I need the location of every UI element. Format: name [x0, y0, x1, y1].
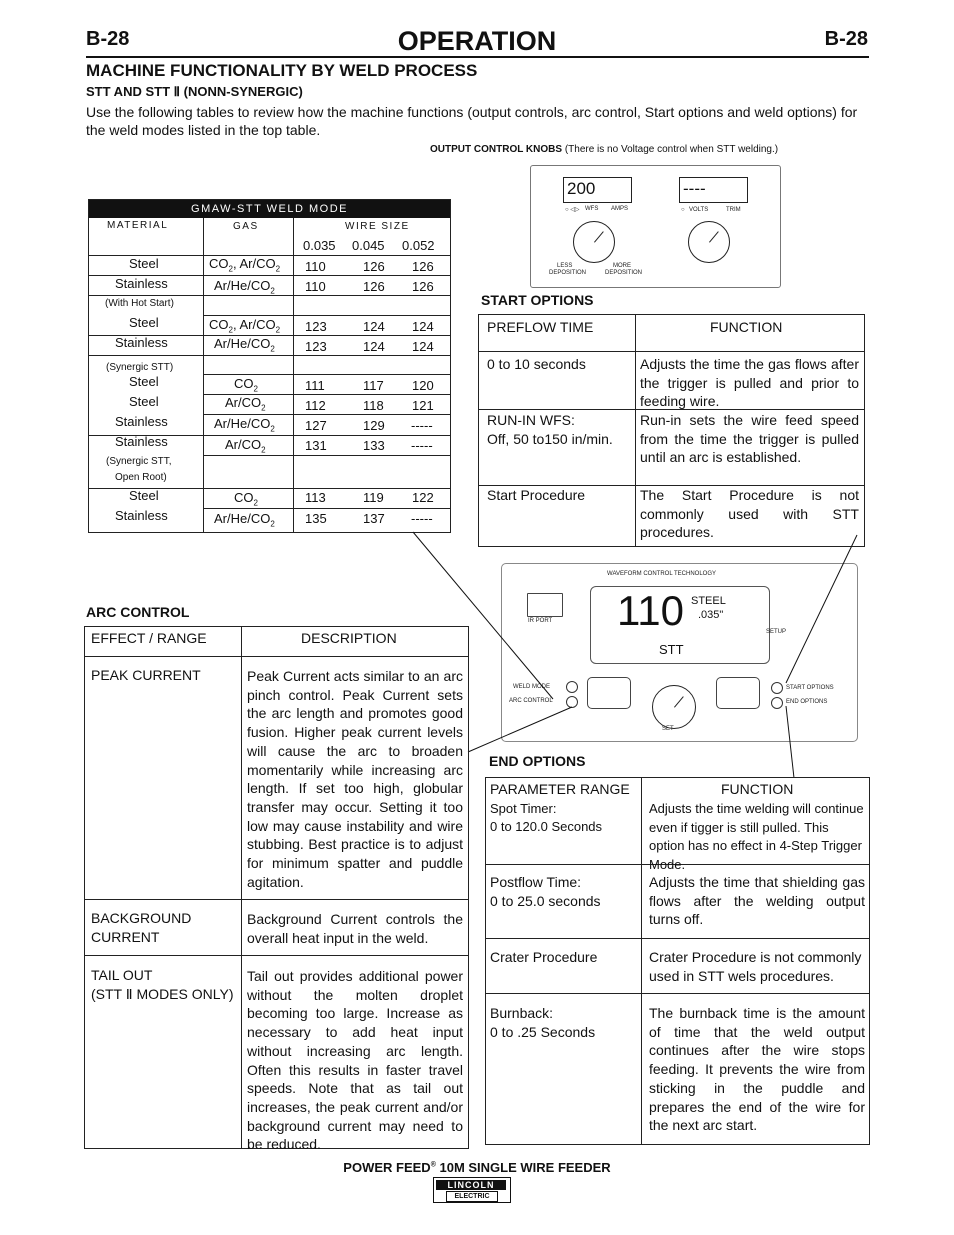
value-cell: 110	[305, 259, 326, 274]
section-title: MACHINE FUNCTIONALITY BY WELD PROCESS	[86, 61, 478, 80]
material-cell: Steel	[129, 488, 159, 503]
end-r3-right: Crater Procedure is not commonly used in STT wels procedures.	[649, 949, 862, 984]
lcd-wire: .035"	[698, 609, 724, 621]
arc-control-label: ARC CONTROL	[86, 604, 190, 620]
arc-control-label: ARC CONTROL	[509, 698, 553, 704]
gas-cell: $Ar/He/CO_2$	[214, 278, 275, 296]
end-r1-right: Adjusts the time welding will continue even if tigger is still pulled. This option has no effect in 4-Step Trigger Mode.	[649, 801, 864, 873]
weld-mode-label: WELD MODE	[513, 684, 551, 690]
subsection-title: STT AND STT Ⅱ (NONN-SYNERGIC)	[86, 84, 303, 99]
amps-label: AMPS	[611, 206, 629, 212]
note-synergic-open-2: Open Root)	[115, 472, 167, 483]
wfs-led-icon: ○ ◁▷	[565, 207, 580, 213]
start-r3-left: Start Procedure	[487, 487, 586, 503]
end-r3-left: Crater Procedure	[490, 949, 598, 965]
gas-cell: $CO_2$, $Ar/CO_2$	[209, 256, 281, 274]
col-gas: GAS	[233, 221, 259, 232]
material-cell: Steel	[129, 394, 159, 409]
arc-r1-right: Peak Current acts similar to an arc pinch control. Peak Current sets the arc length and promotes good fusion. Higher peak current levels will cause the arc to broaden momentarily while increasing arc length. If set too high, globular transfer may occur. Setting it too low may cause instability and wire stubbing. Best practice is to adjust for minimum spatter and puddle agitation.	[247, 668, 463, 890]
value-cell: 133	[363, 438, 385, 453]
note-synergic-open-1: (Synergic STT,	[106, 456, 172, 467]
ir-port-label: IR PORT	[528, 618, 553, 624]
start-r2-left-1: RUN-IN WFS:	[487, 412, 575, 428]
start-r2-right: Run-in sets the wire feed speed from the time the trigger is pulled until an arc is established.	[640, 412, 859, 466]
end-options-table	[485, 777, 870, 1145]
value-cell: 126	[363, 279, 385, 294]
start-options-label: START OPTIONS	[481, 292, 594, 308]
value-cell: 126	[412, 259, 434, 274]
page-code-right: B-28	[824, 28, 868, 50]
setup-label: SETUP	[766, 629, 787, 635]
volts-led-icon: ○	[681, 207, 685, 213]
trim-label: TRIM	[726, 207, 741, 213]
arc-r3-right: Tail out provides additional power without the molten droplet becoming too large. Increase as necessary to add heat input without increasing arc length. Often this results in faster travel speeds. Note that as tail out increases, the peak current and/or background current may need to be reduced.	[247, 968, 463, 1153]
end-r2-right: Adjusts the time that shielding gas flows after the welding output turns off.	[649, 874, 865, 928]
arc-r1-left: PEAK CURRENT	[91, 667, 201, 683]
output-knobs-note: (There is no Voltage control when STT welding.)	[564, 144, 779, 155]
material-cell: Stainless	[115, 335, 168, 350]
volts-trim-display: ----	[679, 177, 748, 203]
value-cell: -----	[411, 438, 433, 453]
arc-r2-left: BACKGROUND CURRENT	[91, 910, 192, 945]
value-cell: 118	[363, 398, 384, 413]
value-cell: 123	[305, 339, 327, 354]
output-knobs-label: OUTPUT CONTROL KNOBS	[430, 144, 563, 155]
gas-cell: $Ar/He/CO_2$	[214, 416, 275, 434]
value-cell: 137	[363, 511, 385, 526]
end-r1-left-1: Spot Timer:	[490, 801, 557, 816]
start-r2-left-2: Off, 50 to150 in/min.	[487, 431, 613, 447]
volts-label: VOLTS	[689, 207, 709, 213]
value-cell: 135	[305, 511, 327, 526]
material-cell: Steel	[129, 374, 159, 389]
arc-r2-right: Background Current controls the overall heat input in the weld.	[247, 911, 463, 946]
end-r1-left-2: 0 to 120.0 Seconds	[490, 819, 603, 834]
start-r1-right: Adjusts the time the gas flows after the trigger is pulled and prior to feeding wire.	[640, 356, 859, 410]
start-col-preflow: PREFLOW TIME	[487, 319, 594, 335]
value-cell: 127	[305, 418, 327, 433]
value-cell: 120	[412, 378, 434, 393]
material-cell: Steel	[129, 256, 159, 271]
value-cell: 121	[412, 398, 434, 413]
wire-size-1: 0.035	[303, 238, 336, 253]
note-synergic: (Synergic STT)	[106, 362, 174, 373]
panel-title: WAVEFORM CONTROL TECHNOLOGY	[607, 571, 717, 577]
lcd-value: 110	[617, 587, 684, 634]
gmaw-table-title: GMAW-STT WELD MODE	[89, 200, 450, 218]
page-code-left: B-28	[86, 28, 130, 50]
value-cell: 124	[363, 319, 385, 334]
end-r2-left-2: 0 to 25.0 seconds	[490, 893, 601, 909]
col-wire-size: WIRE SIZE	[345, 221, 410, 232]
less-label: LESS	[557, 263, 573, 269]
gas-cell: $Ar/CO_2$	[225, 437, 266, 455]
gas-cell: $Ar/He/CO_2$	[214, 336, 275, 354]
value-cell: 117	[363, 378, 384, 393]
arc-r3-left-1: TAIL OUT	[91, 967, 153, 983]
gas-cell: $CO_2$	[234, 490, 258, 508]
end-options-label: END OPTIONS	[489, 753, 586, 769]
value-cell: 131	[305, 438, 327, 453]
value-cell: 113	[305, 490, 326, 505]
arc-r3-left-2: (STT Ⅱ MODES ONLY)	[91, 986, 234, 1002]
end-col-function: FUNCTION	[721, 781, 794, 797]
arc-col-effect: EFFECT / RANGE	[91, 630, 207, 646]
wfs-label: WFS	[585, 206, 599, 212]
material-cell: Stainless	[115, 434, 168, 449]
end-r4-left-1: Burnback:	[490, 1005, 554, 1021]
lcd-material: STEEL	[691, 595, 726, 607]
material-cell: Stainless	[115, 508, 168, 523]
value-cell: 124	[363, 339, 385, 354]
end-r4-right: The burnback time is the amount of time that the weld output continues after the wire stops feeding. It prevents the wire from sticking in the puddle and prepares the end of the wire for the next arc start.	[649, 1005, 865, 1134]
intro-paragraph: Use the following tables to review how the machine functions (output controls, arc control, Start options and weld options) for the weld modes listed in the top table.	[86, 104, 858, 138]
gas-cell: $Ar/CO_2$	[225, 395, 266, 413]
wire-size-2: 0.045	[352, 238, 385, 253]
material-cell: Stainless	[115, 276, 168, 291]
value-cell: -----	[411, 418, 433, 433]
wire-size-3: 0.052	[402, 238, 435, 253]
value-cell: 124	[412, 339, 434, 354]
page-title: OPERATION	[397, 26, 557, 56]
arc-control-table	[84, 626, 469, 1153]
arc-col-description: DESCRIPTION	[301, 630, 397, 646]
lincoln-electric-logo: LINCOLN ELECTRIC	[433, 1177, 511, 1203]
footer-product: POWER FEED® 10M SINGLE WIRE FEEDER	[343, 1160, 611, 1175]
value-cell: -----	[411, 511, 433, 526]
end-r4-left-2: 0 to .25 Seconds	[490, 1024, 596, 1040]
gas-cell: $CO_2$	[234, 376, 258, 394]
start-col-function: FUNCTION	[710, 319, 783, 335]
value-cell: 119	[363, 490, 384, 505]
start-r3-right: The Start Procedure is not commonly used with STT procedures.	[640, 487, 859, 541]
deposition-label-right: DEPOSITION	[605, 270, 643, 276]
start-options-panel-label: START OPTIONS	[786, 685, 834, 691]
value-cell: 112	[305, 398, 326, 413]
value-cell: 126	[363, 259, 385, 274]
value-cell: 126	[412, 279, 434, 294]
material-cell: Stainless	[115, 414, 168, 429]
end-r2-left-1: Postflow Time:	[490, 874, 582, 890]
more-label: MORE	[613, 263, 631, 269]
value-cell: 122	[412, 490, 434, 505]
gas-cell: $CO_2$, $Ar/CO_2$	[209, 317, 281, 335]
value-cell: 129	[363, 418, 385, 433]
value-cell: 123	[305, 319, 327, 334]
value-cell: 111	[305, 378, 325, 393]
set-label: SET	[662, 726, 674, 732]
value-cell: 124	[412, 319, 434, 334]
gas-cell: $Ar/He/CO_2$	[214, 511, 275, 529]
material-cell: Steel	[129, 315, 159, 330]
col-material: MATERIAL	[107, 220, 169, 231]
end-options-panel-label: END OPTIONS	[786, 699, 828, 705]
end-col-parameter: PARAMETER RANGE	[490, 781, 630, 797]
lcd-mode: STT	[659, 642, 684, 657]
note-hot-start: (With Hot Start)	[105, 298, 174, 309]
deposition-label-left: DEPOSITION	[549, 270, 587, 276]
wfs-amps-display: 200	[563, 177, 632, 203]
start-r1-left: 0 to 10 seconds	[487, 356, 586, 372]
value-cell: 110	[305, 279, 326, 294]
